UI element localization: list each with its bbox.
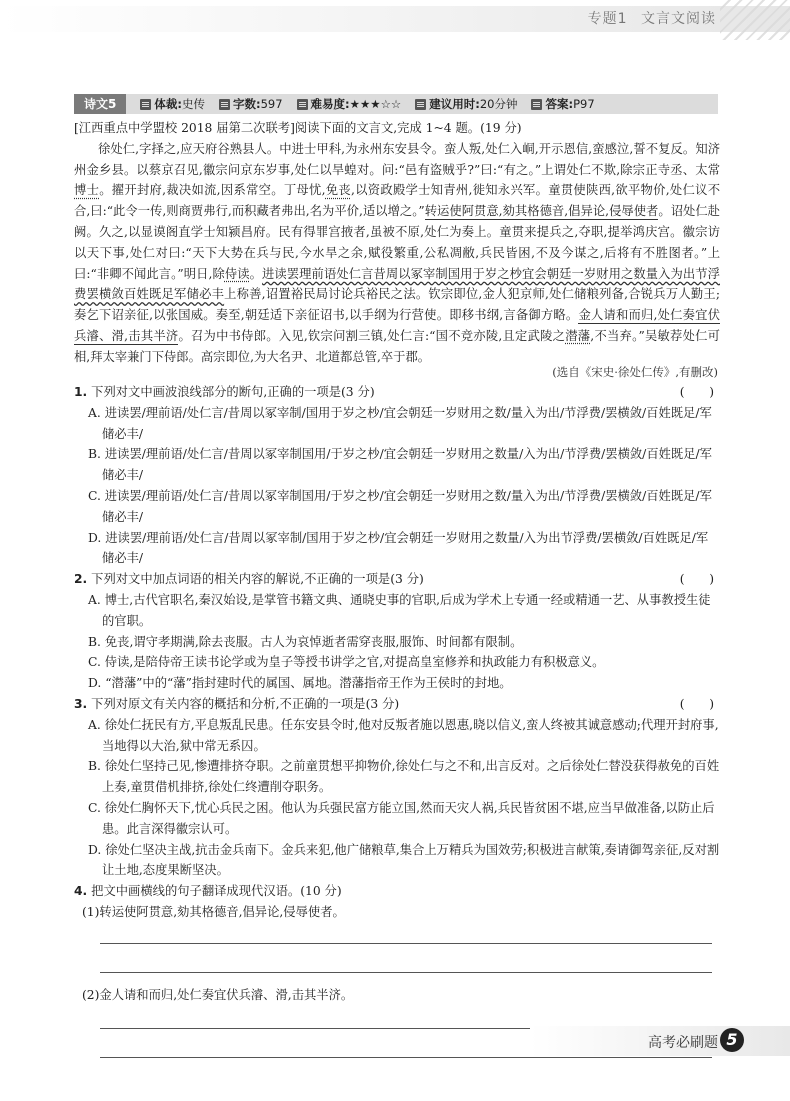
- header-title: [580, 8, 716, 28]
- dotted-term-shidu: 侍读: [224, 266, 250, 281]
- difficulty-icon: [297, 99, 308, 110]
- question-2: [74, 569, 720, 694]
- passage-source: [江西重点中学盟校 2018 届第二次联考]阅读下面的文言文,完成 1~4 题。(19 分): [74, 121, 522, 135]
- page-number: 5: [720, 1028, 744, 1052]
- translation-item-1: (1)转运使阿贯意,劾其格德音,倡异论,侵辱使者。: [82, 904, 345, 919]
- page-footer: [0, 1026, 790, 1056]
- dotted-term-mianzang: 免丧: [325, 183, 351, 198]
- answer-info: 答案 : P97: [531, 96, 594, 112]
- question-1: [74, 382, 720, 569]
- answer-line[interactable]: [100, 1057, 712, 1058]
- time-label: 建议用时: [429, 97, 476, 111]
- option-b: B. 进读罢/理前语/处仁言/昔周以冢宰制国用/于岁之杪/宜会朝廷一岁财用之数量/入为出/节浮费/罢横敛/百姓既足/军储必丰/: [88, 447, 712, 483]
- answer-value: P97: [573, 97, 595, 111]
- translation-item-2: (2)金人请和而归,处仁奏宜伏兵濬、滑,击其半济。: [82, 987, 354, 1002]
- question-stem: 下列对原文有关内容的概括和分析,不正确的一项是(3 分): [91, 696, 400, 711]
- time-value: 20分钟: [479, 97, 518, 111]
- header-topic: 专题1: [587, 11, 628, 27]
- header-decoration: [720, 0, 790, 40]
- footer-title: 高考必刷题: [648, 1035, 718, 1051]
- difficulty-label: 难易度: [310, 97, 346, 111]
- question-number: 1.: [74, 385, 88, 399]
- question-number: 4.: [74, 884, 88, 899]
- header-section: 文言文阅读: [641, 11, 716, 27]
- answer-paren: ( ): [679, 696, 714, 711]
- words-info: 字数 : 597: [219, 96, 283, 112]
- words-label: 字数: [232, 97, 256, 111]
- dotted-term-qianfan: 潜藩: [565, 328, 591, 343]
- wavy-passage: 进读罢理前语处仁言昔周以冢宰制国用于岁之杪宜会朝廷一岁财用之数量入为出节浮费罢横敛百姓既足军储必丰: [74, 266, 720, 302]
- question-stem: 把文中画横线的句子翻译成现代汉语。(10 分): [91, 884, 342, 899]
- answer-label: 答案: [545, 97, 569, 111]
- difficulty-info: 难易度 : ★★★☆☆: [297, 96, 402, 112]
- time-info: 建议用时 : 20分钟: [415, 96, 517, 112]
- answer-icon: [531, 99, 542, 110]
- question-3: [74, 694, 720, 881]
- option-c: C. 侍读,是陪侍帝王读书论学或为皇子等授书讲学之官,对提高皇室修养和执政能力有积极意义。: [88, 655, 605, 670]
- question-number: 3.: [74, 696, 88, 711]
- words-value: 597: [260, 97, 283, 111]
- genre-info: 体裁 : 史传: [140, 96, 205, 112]
- option-a: A. 博士,古代官职名,秦汉始设,是掌管书籍文典、通晓史事的官职,后成为学术上专通一经或精通一艺、从事教授生徒的官职。: [88, 592, 711, 628]
- page-header: [0, 0, 790, 36]
- option-b: B. 免丧,谓守孝期满,除去丧服。古人为哀悼逝者需穿丧服,服饰、时间都有限制。: [88, 634, 523, 649]
- passage: [74, 118, 720, 368]
- option-b: B. 徐处仁坚持己见,惨遭排挤夺职。之前童贯想平抑物价,徐处仁与之不和,出言反对。之后徐处仁替没获得赦免的百姓上奏,童贯借机排挤,徐处仁终遭削夺职务。: [88, 759, 720, 795]
- info-bar: [74, 94, 718, 114]
- question-stem: 下列对文中画波浪线部分的断句,正确的一项是(3 分): [91, 385, 375, 399]
- question-number: 2.: [74, 572, 88, 587]
- answer-paren: ( ): [679, 385, 714, 399]
- clock-icon: [415, 99, 426, 110]
- questions: [74, 382, 720, 1058]
- option-a: A. 进读罢/理前语/处仁言/昔周以冢宰制/国用于岁之杪/宜会朝廷一岁财用之数/量入为出/节浮费/罢横敛/百姓既足/军储必丰/: [88, 405, 712, 441]
- genre-icon: [140, 99, 151, 110]
- answer-paren: ( ): [679, 572, 714, 587]
- option-a: A. 徐处仁抚民有方,平息叛乱民患。任东安县令时,他对反叛者施以恩惠,晓以信义,蛮人终被其诚意感动;代理开封府事,当地得以大治,狱中常无系囚。: [88, 717, 719, 753]
- underlined-sentence-1: 转运使阿贯意,劾其格德音,倡异论,侵辱使者: [424, 204, 659, 219]
- difficulty-value: ★★★☆☆: [349, 97, 402, 111]
- genre-value: 史传: [181, 97, 205, 111]
- passage-body: 徐处仁,字择之,应天府谷熟县人。中进士甲科,为永州东安县令。蛮人叛,处仁入峒,开示恩信,蛮感泣,誓不复反。知济州金乡县。以蔡京召见,徽宗问京东岁事,处仁以旱蝗对。问:“邑有盗贼乎?”曰:“有之。”上谓处仁不欺,除宗正寺丞、太常博士。擢开封府,裁决如流,因系常空。丁母忧,免丧,以资政殿学士知青州,徙知永兴军。童贯使陕西,欲平物价,处仁议不合,曰:“此令一传,则商贾弗行,而积藏者弗出,名为平价,适以增之。”转运使阿贯意,劾其格德音,倡异论,侵辱使者。诏处仁赴阙。久之,以显谟阁直学士知颍昌府。民有得罪宫掖者,虽被不原,处仁为奏上。童贯来提兵之,夺职,提举鸿庆宫。徽宗访以天下事,处仁对曰:“天下大势在兵与民,今水旱之余,赋役繁重,公私凋敝,兵民皆困,不及今谋之,后将有不胜图者。”上曰:“非卿不闻此言。”明日,除侍读。进读罢理前语处仁言昔周以冢宰制国用于岁之杪宜会朝廷一岁财用之数量入为出节浮费罢横敛百姓既足军储必丰上称善,诏置裕民局讨论兵裕民之法。钦宗即位,金人犯京师,处仁储粮列备,合锐兵万人勤王;奏乞下诏亲征,以张国威。奏至,朝廷适下亲征诏书,以手纲为行营使。即移书纲,言备御方略。金人请和而归,处仁奏宜伏兵濬、滑,击其半济。召为中书侍郎。入见,钦宗问割三镇,处仁言:“国不竞亦陵,且定武陵之潜藩,不当弃。”吴敏荐处仁可相,拜太宰兼门下侍郎。高宗即位,为大名尹、北道都总管,卒于郡。: [74, 141, 720, 364]
- option-d: D. 进读罢/理前语/处仁言/昔周以冢宰制/国用于岁之杪/宜会朝廷一岁财用之数量/入为出节浮费/罢横敛/百姓既足/军储必丰/: [88, 530, 709, 566]
- dotted-term-boshi: 博士: [74, 183, 100, 198]
- passage-citation: (选自《宋史·徐处仁传》,有删改): [552, 365, 718, 379]
- underlined-sentence-2: 金人请和而归,处仁奏宜伏兵濬、滑,击其半济: [74, 308, 720, 343]
- option-d: D. “潜藩”中的“藩”指封建时代的属国、属地。潜藩指帝王作为王侯时的封地。: [88, 676, 512, 691]
- words-icon: [219, 99, 230, 110]
- option-c: C. 徐处仁胸怀天下,忧心兵民之困。他认为兵强民富方能立国,然而天灾人祸,兵民皆贫困不堪,应当早做准备,以防止后患。此言深得徽宗认可。: [88, 800, 715, 836]
- question-stem: 下列对文中加点词语的相关内容的解说,不正确的一项是(3 分): [91, 572, 424, 587]
- option-c: C. 进读罢/理前语/处仁言/昔周以冢宰制国用/于岁之杪/宜会朝廷一岁财用之数/量入为出/节浮费/罢横敛/百姓既足/军储必丰/: [88, 488, 712, 524]
- passage-tag: 诗文5: [74, 94, 126, 114]
- option-d: D. 徐处仁坚决主战,抗击金兵南下。金兵来犯,他广储粮草,集合上万精兵为国效劳;积极进言献策,奏请御驾亲征,反对割让土地,态度果断坚决。: [88, 842, 720, 878]
- genre-label: 体裁: [154, 97, 178, 111]
